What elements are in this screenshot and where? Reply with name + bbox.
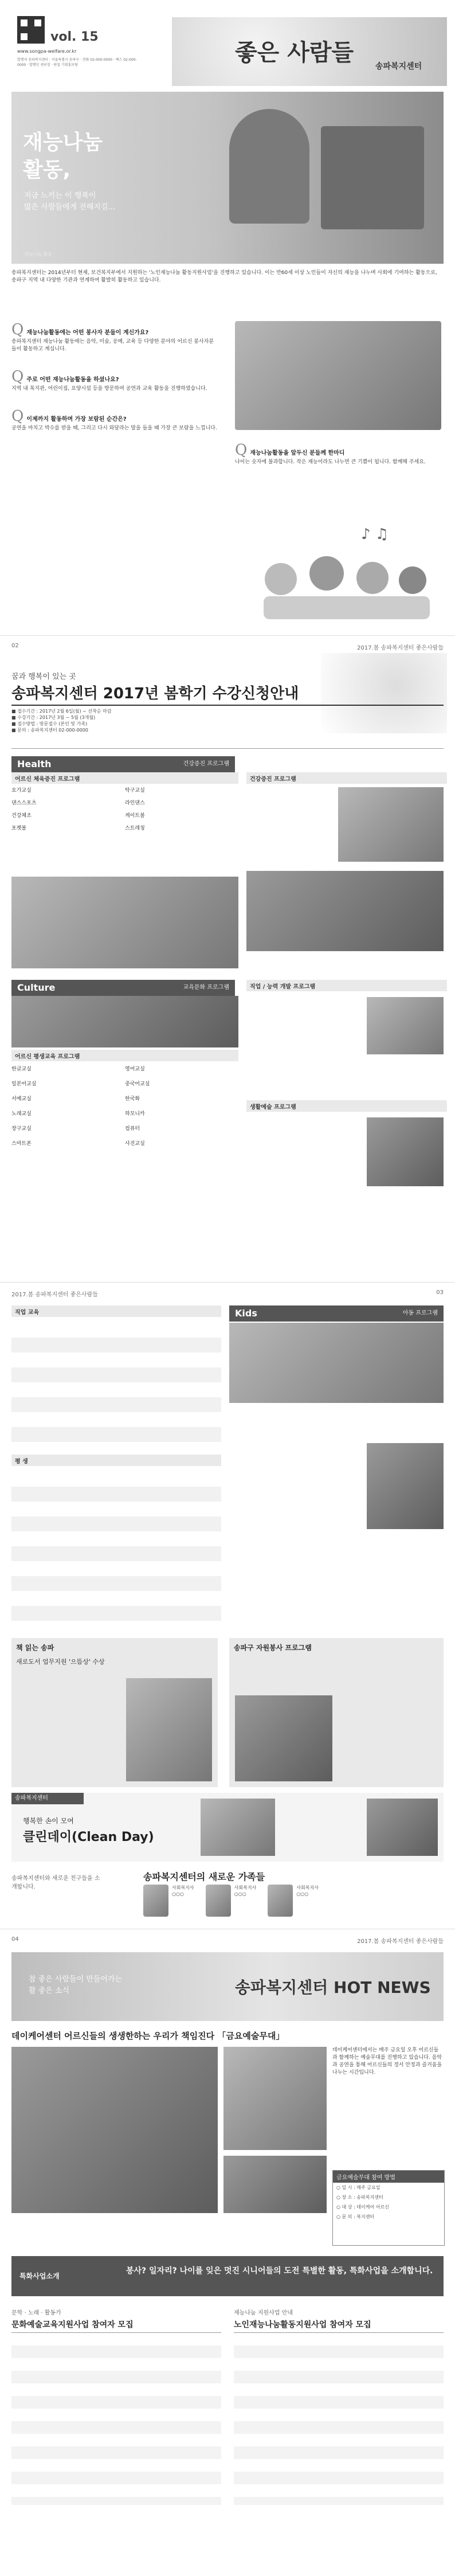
page-title: 송파복지센터 2017년 봄학기 수강신청안내 bbox=[11, 685, 299, 702]
page-2 bbox=[0, 635, 455, 1283]
qa-answer: 송파복지센터 재능나눔 활동에는 음악, 미술, 공예, 교육 등 다양한 분야의 어르신 봉사자분들이 활동하고 계십니다. bbox=[11, 339, 214, 352]
program-item: 포켓볼 bbox=[11, 826, 27, 831]
box-item: ○ 장 소 : 송파복지센터 bbox=[336, 2195, 383, 2200]
category-label: 직업 / 능력 개발 프로그램 bbox=[250, 984, 316, 990]
section-label: 교육문화 프로그램 bbox=[183, 984, 229, 991]
music-illustration bbox=[246, 516, 441, 625]
program-item: 한국화 bbox=[125, 1096, 140, 1102]
program-item: 서예교실 bbox=[11, 1096, 32, 1102]
box-item: ○ 대 상 : 데이케어 어르신 bbox=[336, 2204, 389, 2210]
member-card bbox=[268, 1885, 319, 1917]
headline: 데이케어센터 어르신들의 생생한하는 우리가 책임진다 「금요예술무대」 bbox=[11, 2031, 285, 2041]
program-item: 스마트폰 bbox=[11, 1141, 32, 1147]
q-icon: Q bbox=[11, 321, 24, 338]
qa-item bbox=[11, 321, 218, 353]
clean-photo-2 bbox=[367, 1799, 438, 1856]
program-item: 사진교실 bbox=[125, 1141, 145, 1147]
banner-line: 참 좋은 사람들이 만들어가는 bbox=[29, 1975, 123, 1984]
qa-column-left bbox=[11, 321, 218, 432]
page-1 bbox=[0, 0, 455, 635]
page-3 bbox=[0, 1282, 455, 1929]
member-card bbox=[206, 1885, 257, 1917]
q-icon: Q bbox=[235, 441, 248, 459]
q-icon: Q bbox=[11, 368, 24, 385]
program-item: 게이트볼 bbox=[125, 813, 145, 819]
recruit-banner bbox=[11, 2256, 444, 2296]
qa-answer: 지역 내 복지관, 어린이집, 요양시설 등을 방문하여 공연과 교육 활동을 진행하였습니다. bbox=[11, 386, 207, 392]
right-cat-1 bbox=[246, 772, 447, 784]
publisher-info: 발행처 송파복지센터 · 서울특별시 송파구 · 전화 02-000-0000 · 팩스 02-000-0000 · 발행인 센터장 · 편집 기획홍보팀 bbox=[17, 58, 137, 67]
news-photo bbox=[235, 1695, 332, 1781]
qa-question: 주로 어떤 재능나눔활동을 하셨나요? bbox=[26, 377, 119, 383]
recruit-sub: 재능나눔 지원사업 안내 bbox=[234, 2310, 293, 2316]
kids-photo-2 bbox=[367, 1443, 444, 1529]
svg-text:♪ ♫: ♪ ♫ bbox=[361, 526, 389, 543]
story-body: 데이케어센터에서는 매주 금요일 오후 어르신들과 함께하는 예술무대를 진행하고 있습니다. 음악과 공연을 통해 어르신들의 정서 안정과 즐거움을 나누는 시간입니다. bbox=[332, 2047, 442, 2075]
info-box bbox=[332, 2170, 445, 2246]
news-card-2 bbox=[229, 1638, 444, 1787]
clean-title: 클린데이(Clean Day) bbox=[23, 1830, 154, 1844]
clean-photo bbox=[201, 1799, 275, 1856]
site-url: www.songpa-welfare.or.kr bbox=[17, 49, 77, 54]
category-label: 평 생 bbox=[15, 1459, 28, 1465]
program-item: 건강체조 bbox=[11, 813, 32, 819]
program-item: 컴퓨터 bbox=[125, 1126, 140, 1132]
member-list bbox=[143, 1885, 441, 1917]
qa-question: 재능나눔활동을 앞두신 분들께 한마디 bbox=[250, 450, 345, 456]
hero-title-2: 활동, bbox=[23, 158, 71, 182]
info-line: ■ 수강기간 : 2017년 3월 ~ 5월 (3개월) bbox=[11, 715, 96, 720]
member-name: ○○○ bbox=[296, 1891, 309, 1897]
news-title: 책 읽는 송파 bbox=[16, 1644, 54, 1652]
recruit-1 bbox=[11, 2308, 221, 2505]
kids-bar bbox=[229, 1305, 444, 1322]
news-title: 송파구 자원봉사 프로그램 bbox=[234, 1644, 312, 1652]
program-item: 일본어교실 bbox=[11, 1081, 37, 1087]
qr-code bbox=[17, 16, 45, 44]
category-label: 직업 교육 bbox=[15, 1310, 40, 1316]
program-item: 라인댄스 bbox=[125, 800, 145, 806]
qa-question: 이제까지 활동하며 가장 보람된 순간은? bbox=[26, 416, 127, 423]
masthead-banner bbox=[172, 17, 447, 86]
box-title: 금요예술무대 참여 방법 bbox=[333, 2171, 444, 2183]
avatar bbox=[143, 1885, 168, 1917]
program-item: 노래교실 bbox=[11, 1111, 32, 1117]
section-name: Kids bbox=[235, 1308, 257, 1319]
member-role: 사회복지사 bbox=[296, 1885, 319, 1890]
recruit-detail bbox=[11, 2332, 221, 2505]
art-photo bbox=[367, 1117, 444, 1186]
stage-photo-2 bbox=[223, 2047, 327, 2150]
piano-photo bbox=[321, 126, 424, 229]
clean-day bbox=[11, 1793, 444, 1862]
culture-photo bbox=[11, 996, 238, 1047]
page-number: 04 bbox=[11, 1936, 19, 1942]
info-line: ■ 접수기간 : 2017년 2월 6일(월) ~ 선착순 마감 bbox=[11, 709, 112, 714]
clean-label: 송파복지센터 bbox=[11, 1793, 84, 1804]
intro-text: 송파복지센터는 2014년부터 현재, 보건복지부에서 지원하는 '노인재능나눔 활동지원사업'을 진행하고 있습니다. 이는 만60세 이상 노인들이 자신의 재능을 나누며 사회에 기여하는 활동으로, 송파구 지역 내 다양한 기관과 연계하여 활발히 활동하고 있습니다. bbox=[11, 270, 437, 283]
program-item: 중국어교실 bbox=[125, 1081, 150, 1087]
section-name: Culture bbox=[17, 982, 56, 993]
hero-title: 재능나눔 bbox=[23, 131, 103, 154]
vol-number: vol. 15 bbox=[50, 30, 99, 44]
q-icon: Q bbox=[11, 408, 24, 425]
stage-photo-1 bbox=[11, 2047, 218, 2213]
clean-sub: 행복한 손이 모여 bbox=[23, 1817, 74, 1825]
page-header: 2017.봄 송파복지센터 좋은사람들 bbox=[11, 1292, 98, 1298]
banner-line: 활 좋은 소식 bbox=[29, 1987, 70, 1995]
member-name: ○○○ bbox=[234, 1891, 246, 1897]
program-item: 영어교실 bbox=[125, 1066, 145, 1072]
category-label: 어르신 체육증진 프로그램 bbox=[15, 776, 80, 783]
box-item: ○ 일 시 : 매주 금요일 bbox=[336, 2185, 381, 2190]
info-line: ■ 접수방법 : 방문접수 (본인 및 가족) bbox=[11, 721, 88, 726]
culture-cat bbox=[11, 1050, 238, 1061]
page-number: 03 bbox=[436, 1289, 444, 1296]
craft-photo bbox=[367, 997, 444, 1054]
qa-answer: 나이는 숫자에 불과합니다. 작은 재능이라도 나누면 큰 기쁨이 됩니다. 함께해 주세요. bbox=[235, 459, 426, 465]
right-cat-3 bbox=[246, 1100, 447, 1112]
program-item: 탁구교실 bbox=[125, 788, 145, 793]
section-label: 건강증진 프로그램 bbox=[183, 761, 229, 767]
info-box bbox=[11, 705, 444, 749]
exercise-photo bbox=[246, 871, 444, 951]
qa-answer: 공연을 마치고 박수를 받을 때, 그리고 다시 와달라는 말을 들을 때 가장 큰 보람을 느낍니다. bbox=[11, 425, 217, 431]
avatar bbox=[206, 1885, 231, 1917]
program-item: 댄스스포츠 bbox=[11, 800, 37, 806]
hero-caption: 재능나눔 활동 bbox=[24, 252, 52, 257]
culture-items bbox=[11, 1066, 238, 1147]
section-label: 아동 프로그램 bbox=[402, 1310, 438, 1316]
dance-photo bbox=[338, 787, 444, 862]
info-line: ■ 문의 : 송파복지센터 02-000-0000 bbox=[11, 728, 88, 733]
page-header: 2017.봄 송파복지센터 좋은사람들 bbox=[357, 645, 444, 651]
news-subtitle: 새로도서 업무지원 '으뜸상' 수상 bbox=[16, 1658, 105, 1666]
page-header: 2017.봄 송파복지센터 좋은사람들 bbox=[357, 1938, 444, 1945]
avatar bbox=[268, 1885, 293, 1917]
member-role: 사회복지사 bbox=[234, 1885, 257, 1890]
box-item: ○ 문 의 : 복지센터 bbox=[336, 2214, 375, 2219]
job-cat bbox=[11, 1305, 221, 1317]
activity-photo bbox=[235, 321, 441, 430]
category-label: 생활예술 프로그램 bbox=[250, 1104, 296, 1111]
recruit-title: 문화예술교육지원사업 참여자 모집 bbox=[11, 2320, 134, 2329]
program-item: 요가교실 bbox=[11, 788, 32, 793]
member-card bbox=[143, 1885, 194, 1917]
sub-title: 꿈과 행복이 있는 곳 bbox=[11, 673, 76, 681]
hot-news-title: 송파복지센터 HOT NEWS bbox=[235, 1978, 431, 1997]
recruit-label: 특화사업소개 bbox=[19, 2272, 60, 2280]
recruit-banner-text: 봉사? 일자리? 나이를 잊은 멋진 시니어들의 도전 특별한 활동, 특화사업을 소개합니다. bbox=[126, 2266, 433, 2276]
qa-question: 재능나눔활동에는 어떤 봉사자 분들이 계신가요? bbox=[26, 330, 149, 336]
hero-sub-2: 많은 사람들에게 전해지길... bbox=[24, 203, 115, 212]
life-cat bbox=[11, 1455, 221, 1466]
recruit-detail bbox=[234, 2332, 444, 2505]
page-4 bbox=[0, 1929, 455, 2576]
kids-photo bbox=[229, 1323, 444, 1403]
health-photo bbox=[11, 877, 238, 968]
right-cat-2 bbox=[246, 980, 447, 991]
category-label: 어르신 평생교육 프로그램 bbox=[15, 1054, 80, 1060]
new-family bbox=[11, 1867, 444, 1925]
recruit-title: 노인재능나눔활동지원사업 참여자 모집 bbox=[234, 2320, 371, 2329]
masthead-org: 송파복지센터 bbox=[375, 62, 422, 71]
recruit-sub: 문학 · 노래 · 활동가 bbox=[11, 2310, 61, 2316]
family-intro: 송파복지센터와 새로운 친구들을 소개합니다. bbox=[11, 1875, 100, 1890]
hero-image bbox=[11, 92, 444, 264]
program-item: 하모니카 bbox=[125, 1111, 145, 1117]
program-item: 한글교실 bbox=[11, 1066, 32, 1072]
health-items bbox=[11, 787, 238, 832]
hot-news-banner bbox=[11, 1952, 444, 2021]
category-label: 건강증진 프로그램 bbox=[250, 776, 296, 783]
health-bar bbox=[11, 756, 235, 772]
program-item: 스트레칭 bbox=[125, 826, 145, 831]
page-number: 02 bbox=[11, 643, 19, 649]
health-cat bbox=[11, 772, 238, 784]
news-photo bbox=[126, 1678, 212, 1781]
culture-bar bbox=[11, 980, 235, 996]
qa-column-right bbox=[235, 441, 441, 466]
member-name: ○○○ bbox=[172, 1891, 184, 1897]
masthead-title: 좋은 사람들 bbox=[235, 39, 354, 66]
person-photo bbox=[229, 109, 309, 224]
program-item: 장구교실 bbox=[11, 1126, 32, 1132]
member-role: 사회복지사 bbox=[172, 1885, 194, 1890]
news-card-1 bbox=[11, 1638, 218, 1787]
recruit-2 bbox=[234, 2308, 444, 2505]
qa-item bbox=[11, 368, 218, 393]
job-list bbox=[11, 1323, 221, 1449]
qa-item bbox=[11, 408, 218, 432]
family-title: 송파복지센터의 새로운 가족들 bbox=[143, 1871, 265, 1882]
life-list bbox=[11, 1472, 221, 1621]
hero-sub-1: 지금 느끼는 이 행복이 bbox=[24, 191, 96, 200]
stage-photo-3 bbox=[223, 2156, 327, 2213]
section-name: Health bbox=[17, 759, 52, 769]
